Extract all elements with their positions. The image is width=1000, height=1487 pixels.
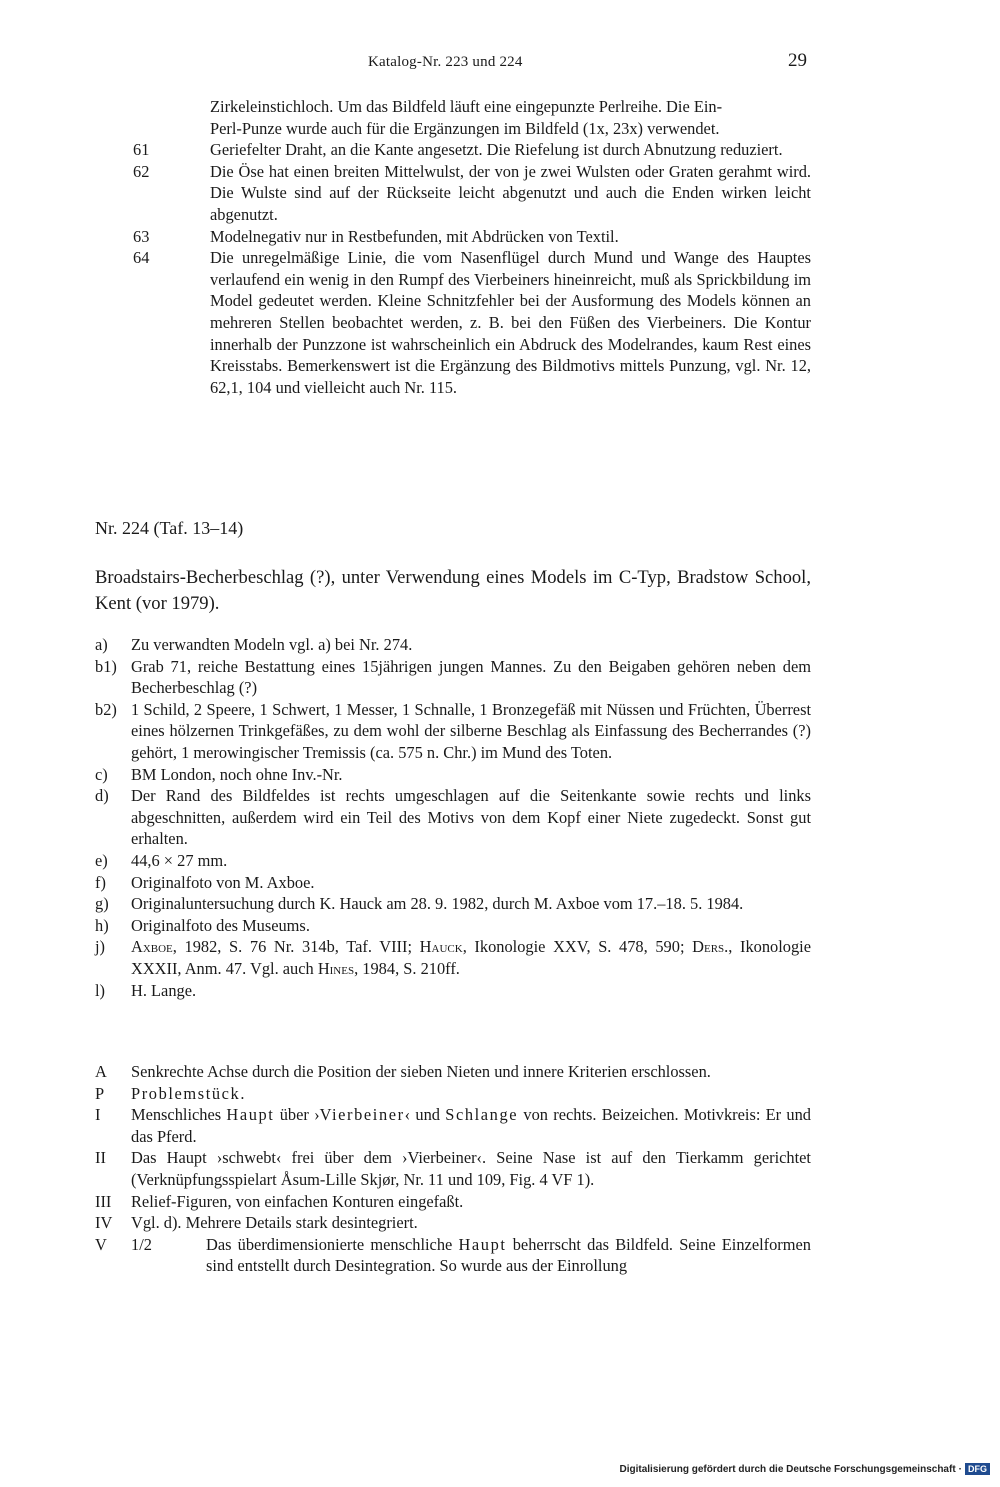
continuation-line: Perl-Punze wurde auch für die Ergänzungen im Bildfeld (1x, 23x) verwendet.: [210, 118, 720, 138]
list-item: A Senkrechte Achse durch die Position der sieben Nieten und innere Kriterien erschlossen.: [95, 1062, 711, 1081]
author-name: Hines: [317, 958, 355, 978]
list-item: d) Der Rand des Bildfeldes ist rechts umgeschlagen auf die Seitenkante sowie rechts und links abgeschnitten, außerdem wird ein Teil des Motivs von dem Kopf einer Niete zugedeckt. Sonst gut erhalten.: [95, 786, 811, 849]
continuation-line: Zirkeleinstichloch. Um das Bildfeld läuft eine eingepunzte Perlreihe. Die Ein-: [210, 97, 723, 116]
list-item: II Das Haupt ›schwebt‹ frei über dem ›Vierbeiner‹. Seine Nase ist auf den Tierkamm gerichtet (Verknüpfungsspielart Åsum-Lille Skjør, Nr. 11 und 109, Fig. 4 VF 1).: [95, 1148, 811, 1189]
entry-title: Broadstairs-Becherbeschlag (?), unter Verwendung eines Models im C-Typ, Bradstow School, Kent (vor 1979).: [95, 567, 811, 614]
list-item: g) Originaluntersuchung durch K. Hauck am 28. 9. 1982, durch M. Axboe vom 17.–18. 5. 1984.: [95, 894, 744, 914]
list-item: 64 Die unregelmäßige Linie, die vom Nasenflügel durch Mund und Wange des Hauptes verlaufend ein wenig in den Rumpf des Vierbeiners hineinreicht, muß als Sprickbildung im Model gedeutet werden. Kleine Schnitzfehler bei der Ausformung des Models können an mehreren Stellen beobachtet werden, z. B. bei den Füßen des Vierbeiners. Die Kontur innerhalb der Punzzone ist wahrscheinlich ein Abdruck des Modelrandes, kaum Rest eines Kreisstabs. Bemerkenswert ist die Ergänzung des Bildmotivs mittels Punzung, vgl. Nr. 12, 62,1, 104 und vielleicht auch Nr. 115.: [133, 248, 811, 397]
list-item: f) Originalfoto von M. Axboe.: [95, 872, 315, 892]
credit-text: Digitalisierung gefördert durch die Deutsche Forschungsgemeinschaft: [619, 1463, 956, 1475]
author-name: Ders.: [692, 937, 729, 957]
list-item: I Menschliches Haupt über ›Vierbeiner‹ und Schlange von rechts. Beizeichen. Motivkreis: Er und das Pferd.: [95, 1105, 811, 1146]
entry-heading: Nr. 224 (Taf. 13–14): [95, 518, 244, 538]
digitization-credit: Digitalisierung gefördert durch die Deutsche Forschungsgemeinschaft · DFG: [619, 1463, 990, 1475]
list-item: 63 Modelnegativ nur in Restbefunden, mit Abdrücken von Textil.: [133, 226, 619, 246]
list-item: e) 44,6 × 27 mm.: [95, 850, 228, 870]
list-item: V 1/2 Das überdimensionierte menschliche Haupt beherrscht das Bildfeld. Seine Einzelformen sind entstellt durch Desintegration. So wurde aus der Einrollung: [95, 1234, 811, 1276]
running-head: Katalog-Nr. 223 und 224: [368, 54, 523, 70]
list-item: l) H. Lange.: [95, 980, 197, 1000]
page-number: 29: [788, 50, 807, 71]
list-item: 61 Geriefelter Draht, an die Kante angesetzt. Die Riefelung ist durch Abnutzung reduziert.: [133, 140, 783, 160]
section-list: [95, 1061, 811, 1277]
list-item: c) BM London, noch ohne Inv.-Nr.: [95, 764, 343, 784]
list-item: j) Axboe, 1982, S. 76 Nr. 314b, Taf. VIII; Hauck, Ikonologie XXV, S. 478, 590; Ders., Ikonologie XXXII, Anm. 47. Vgl. auch Hines, 1984, S. 210ff.: [95, 937, 811, 978]
list-item: a) Zu verwandten Modeln vgl. a) bei Nr. 274.: [95, 635, 413, 654]
list-item: 62 Die Öse hat einen breiten Mittelwulst, der von je zwei Wulsten oder Graten gerahmt wird. Die Wulste sind auf der Rückseite leicht abgenutzt und auch die Enden wirken leicht abgenutzt.: [133, 161, 811, 224]
list-item: h) Originalfoto des Museums.: [95, 915, 310, 935]
list-item: b1) Grab 71, reiche Bestattung eines 15jährigen jungen Mannes. Zu den Beigaben gehören neben dem Becherbeschlag (?): [95, 656, 811, 698]
list-item: III Relief-Figuren, von einfachen Konturen eingefaßt.: [95, 1191, 464, 1211]
author-name: Axboe: [131, 937, 173, 957]
attribute-list: [95, 634, 811, 1001]
author-name: Hauck: [419, 937, 463, 957]
list-item: b2) 1 Schild, 2 Speere, 1 Schwert, 1 Messer, 1 Schnalle, 1 Bronzegefäß mit Nüssen und Früchten, Überrest eines hölzernen Trinkgefäßes, zu dem wohl der silberne Beschlag als Einfassung des Becherrandes (?) gehört, 1 merowingischer Tremissis (ca. 575 n. Chr.) im Mund des Toten.: [95, 699, 811, 762]
footnote-list: [95, 96, 811, 398]
dfg-logo-icon: DFG: [965, 1463, 990, 1475]
list-item: P Problemstück.: [95, 1083, 247, 1103]
list-item: IV Vgl. d). Mehrere Details stark desintegriert.: [95, 1213, 418, 1233]
